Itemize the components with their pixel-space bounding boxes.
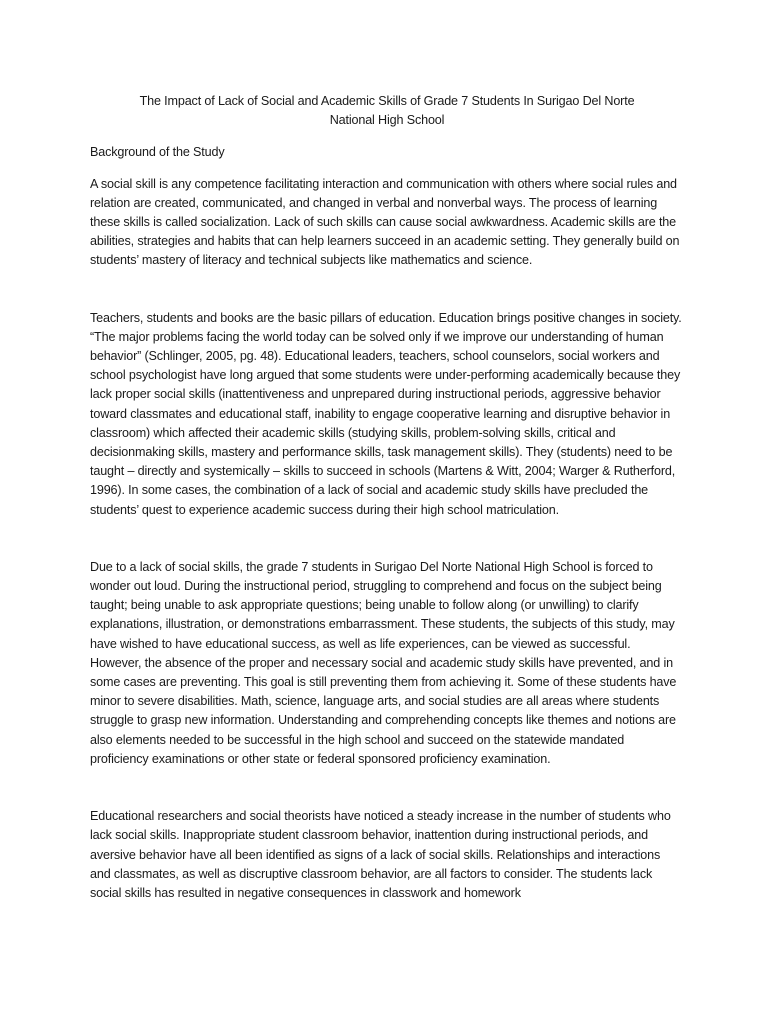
paragraph-3: Due to a lack of social skills, the grade 7 students in Surigao Del Norte National High School is forced to wonder out loud. During the instructional period, struggling to comprehend and focus on the subject being taught; being unable to ask appropriate questions; being unable to follow along (or unwilling) to clarify explanations, illustration, or demonstrations embarrassment. These students, the subjects of this study, may have wished to have educational success, as well as life experiences, can be viewed as successful. However, the absence of the proper and necessary social and academic study skills have prevented, and in some cases are preventing. This goal is still preventing them from achieving it. Some of these students have minor to severe disabilities. Math, science, language arts, and social studies are all areas where students struggle to grasp new information. Understanding and comprehending concepts like themes and notions are also elements needed to be successful in the high school and succeed on the statewide mandated proficiency examinations or other state or federal sponsored proficiency examination. bbox=[90, 559, 677, 766]
section-heading: Background of the Study bbox=[90, 145, 225, 160]
document-page bbox=[90, 92, 684, 941]
paragraph-2: Teachers, students and books are the basic pillars of education. Education brings positive changes in society. “The major problems facing the world today can be solved only if we improve our understanding of human behavior” (Schlinger, 2005, pg. 48). Educational leaders, teachers, school counselors, social workers and school psychologist have long argued that some students were under-performing academically because they lack proper social skills (inattentiveness and unprepared during instructional periods, aggressive behavior toward classmates and educational staff, inability to engage cooperative learning and disruptive behavior in classroom) which affected their academic skills (studying skills, problem-solving skills, critical and decisionmaking skills, mastery and performance skills, task management skills). They (students) need to be taught – directly and systemically – skills to succeed in schools (Martens & Witt, 2004; Warger & Rutherford, 1996). In some cases, the combination of a lack of social and academic study skills have precluded the students’ quest to experience academic success during their high school matriculation. bbox=[90, 310, 682, 517]
title-line-1: The Impact of Lack of Social and Academic Skills of Grade 7 Students In Surigao Del Norte bbox=[139, 94, 635, 108]
paragraph-1: A social skill is any competence facilitating interaction and communication with others where social rules and relation are created, communicated, and changed in verbal and nonverbal ways. The process of learning these skills is called socialization. Lack of such skills can cause social awkwardness. Academic skills are the abilities, strategies and habits that can help learners succeed in an academic setting. They generally build on students’ mastery of literacy and technical subjects like mathematics and science. bbox=[90, 176, 680, 268]
document-title bbox=[90, 92, 684, 130]
paragraph-4: Educational researchers and social theorists have noticed a steady increase in the number of students who lack social skills. Inappropriate student classroom behavior, inattention during instructional periods, and aversive behavior have all been identified as signs of a lack of social skills. Relationships and interactions and classmates, as well as discruptive classroom behavior, are all factors to consider. The students lack social skills has resulted in negative consequences in classwork and homework bbox=[90, 809, 671, 900]
title-line-2: National High School bbox=[329, 113, 445, 128]
